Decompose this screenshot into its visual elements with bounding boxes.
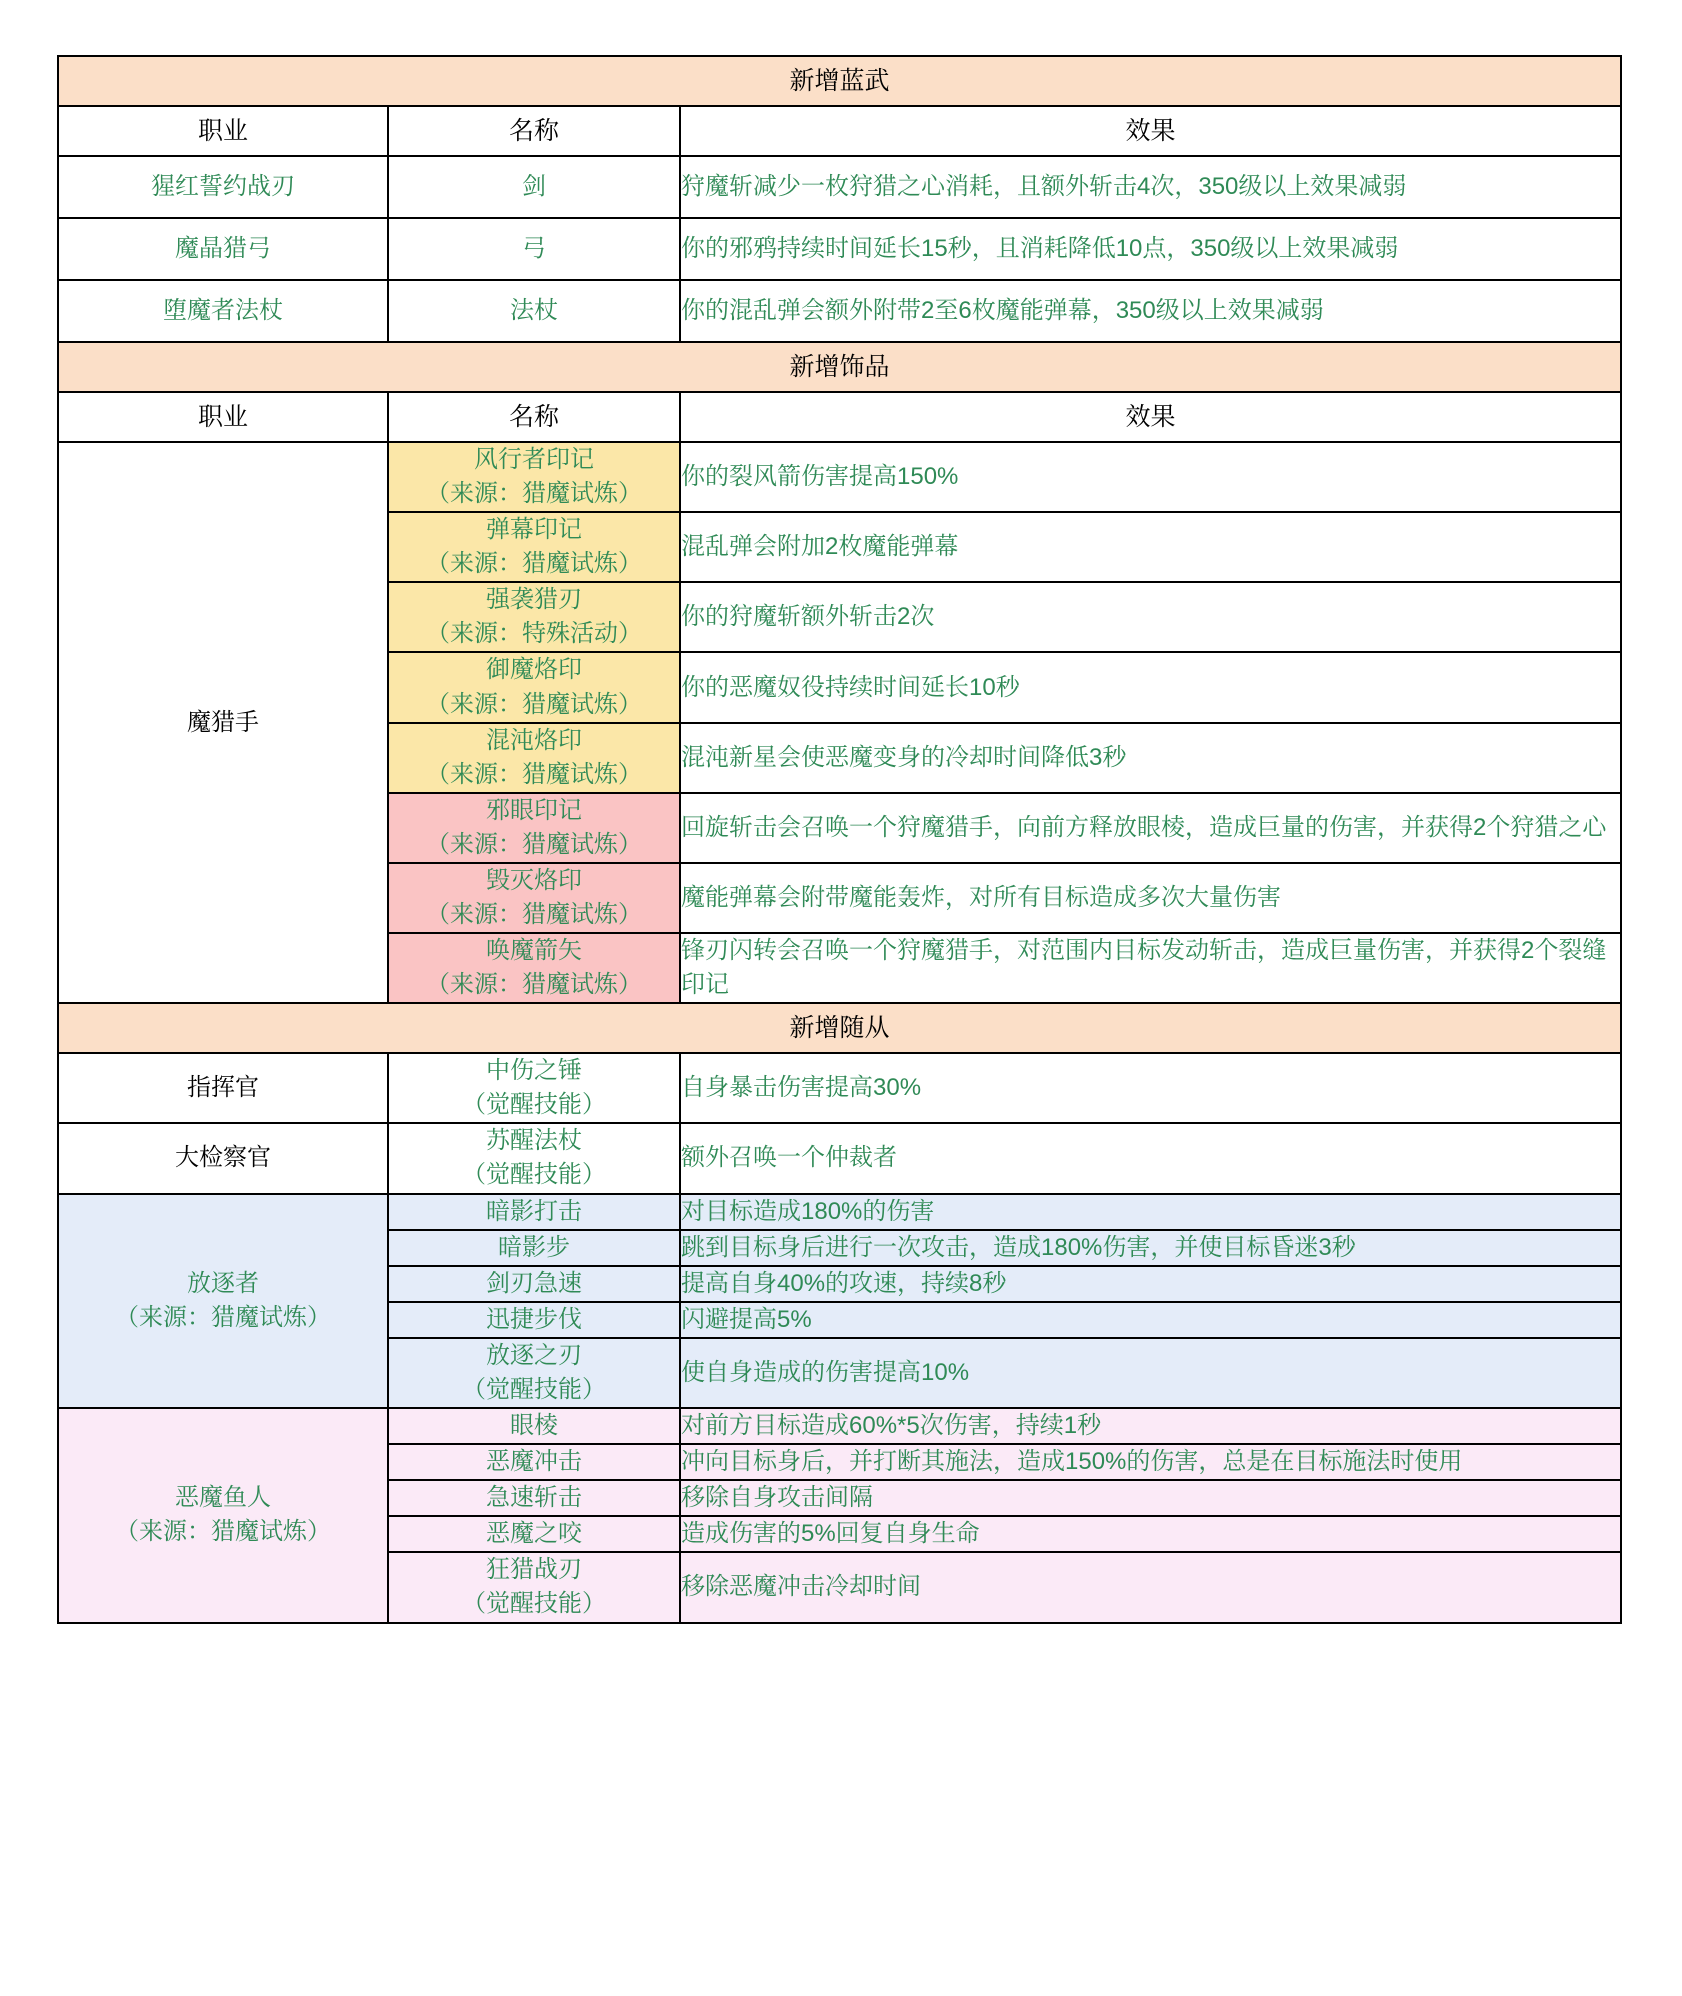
item-name-cell <box>388 582 680 652</box>
table-row <box>58 218 1621 280</box>
skill-name: 暗影打击 <box>388 1194 680 1230</box>
group-name: 恶魔鱼人 <box>175 1484 271 1512</box>
item-name: 御魔烙印 <box>486 656 582 684</box>
group-name: 放逐者 <box>187 1269 259 1297</box>
item-effect: 混乱弹会附加2枚魔能弹幕 <box>680 512 1621 582</box>
skill-name: 狂猎战刃 <box>486 1556 582 1584</box>
group-label-demon-hunter: 魔猎手 <box>58 442 388 1003</box>
skill-name: 放逐之刃 <box>486 1341 582 1369</box>
item-name: 强袭猎刃 <box>486 586 582 614</box>
skill-effect: 移除自身攻击间隔 <box>680 1480 1621 1516</box>
item-source: （来源：猎魔试炼） <box>426 690 642 718</box>
patch-notes-table <box>57 55 1622 1624</box>
item-effect: 你的混乱弹会额外附带2至6枚魔能弹幕，350级以上效果减弱 <box>680 280 1621 342</box>
skill-name: 苏醒法杖 <box>486 1127 582 1155</box>
skill-effect: 额外召唤一个仲裁者 <box>680 1123 1621 1193</box>
skill-name-cell <box>388 1552 680 1622</box>
skill-name: 眼棱 <box>388 1408 680 1444</box>
item-name: 混沌烙印 <box>486 726 582 754</box>
skill-name-cell <box>388 1123 680 1193</box>
item-name: 唤魔箭矢 <box>486 937 582 965</box>
skill-name: 中伤之锤 <box>486 1057 582 1085</box>
skill-name: 暗影步 <box>388 1230 680 1266</box>
skill-name: 迅捷步伐 <box>388 1302 680 1338</box>
skill-name: 急速斩击 <box>388 1480 680 1516</box>
item-source: （来源：猎魔试炼） <box>426 830 642 858</box>
item-effect: 你的邪鸦持续时间延长15秒，且消耗降低10点，350级以上效果减弱 <box>680 218 1621 280</box>
column-header-row <box>58 392 1621 442</box>
item-name: 剑 <box>388 156 680 218</box>
item-source: （来源：猎魔试炼） <box>426 550 642 578</box>
table-row <box>58 1408 1621 1444</box>
skill-effect: 闪避提高5% <box>680 1302 1621 1338</box>
skill-name: 恶魔冲击 <box>388 1444 680 1480</box>
column-header-row <box>58 106 1621 156</box>
skill-effect: 造成伤害的5%回复自身生命 <box>680 1516 1621 1552</box>
item-effect: 魔能弹幕会附带魔能轰炸，对所有目标造成多次大量伤害 <box>680 863 1621 933</box>
section-title-blue-weapons: 新增蓝武 <box>58 56 1621 106</box>
skill-effect: 跳到目标身后进行一次攻击，造成180%伤害，并使目标昏迷3秒 <box>680 1230 1621 1266</box>
item-effect: 你的裂风箭伤害提高150% <box>680 442 1621 512</box>
skill-name: 恶魔之咬 <box>388 1516 680 1552</box>
table-row <box>58 280 1621 342</box>
item-name: 邪眼印记 <box>486 796 582 824</box>
item-source: （来源：猎魔试炼） <box>426 901 642 929</box>
skill-type: （觉醒技能） <box>462 1375 606 1403</box>
item-name: 弓 <box>388 218 680 280</box>
item-name: 弹幕印记 <box>486 516 582 544</box>
skill-name-cell <box>388 1053 680 1123</box>
item-class: 魔晶猎弓 <box>58 218 388 280</box>
item-name-cell <box>388 863 680 933</box>
group-label-demon-murloc <box>58 1408 388 1622</box>
section-header-row <box>58 1003 1621 1053</box>
section-title-minions: 新增随从 <box>58 1003 1621 1053</box>
item-source: （来源：猎魔试炼） <box>426 480 642 508</box>
skill-effect: 自身暴击伤害提高30% <box>680 1053 1621 1123</box>
column-header-name: 名称 <box>388 106 680 156</box>
group-label-grand-inquisitor: 大检察官 <box>58 1123 388 1193</box>
item-name-cell <box>388 793 680 863</box>
group-label-exile <box>58 1194 388 1408</box>
table-row <box>58 1123 1621 1193</box>
skill-effect: 提高自身40%的攻速，持续8秒 <box>680 1266 1621 1302</box>
item-name-cell <box>388 652 680 722</box>
item-name: 法杖 <box>388 280 680 342</box>
column-header-class: 职业 <box>58 392 388 442</box>
column-header-effect: 效果 <box>680 106 1621 156</box>
item-effect: 回旋斩击会召唤一个狩魔猎手，向前方释放眼棱，造成巨量的伤害，并获得2个狩猎之心 <box>680 793 1621 863</box>
skill-effect: 冲向目标身后，并打断其施法，造成150%的伤害，总是在目标施法时使用 <box>680 1444 1621 1480</box>
section-title-accessories: 新增饰品 <box>58 342 1621 392</box>
column-header-name: 名称 <box>388 392 680 442</box>
skill-type: （觉醒技能） <box>462 1161 606 1189</box>
skill-name: 剑刃急速 <box>388 1266 680 1302</box>
column-header-class: 职业 <box>58 106 388 156</box>
item-name: 风行者印记 <box>474 446 594 473</box>
section-header-row <box>58 56 1621 106</box>
item-source: （来源：猎魔试炼） <box>426 971 642 999</box>
group-source: （来源：猎魔试炼） <box>115 1518 331 1546</box>
item-source: （来源：特殊活动） <box>426 620 642 648</box>
table-row <box>58 442 1621 512</box>
item-effect: 狩魔斩减少一枚狩猎之心消耗，且额外斩击4次，350级以上效果减弱 <box>680 156 1621 218</box>
item-source: （来源：猎魔试炼） <box>426 760 642 788</box>
item-name-cell <box>388 933 680 1003</box>
skill-effect: 使自身造成的伤害提高10% <box>680 1338 1621 1408</box>
column-header-effect: 效果 <box>680 392 1621 442</box>
item-class: 猩红誓约战刃 <box>58 156 388 218</box>
item-name-cell <box>388 723 680 793</box>
skill-effect: 对目标造成180%的伤害 <box>680 1194 1621 1230</box>
group-source: （来源：猎魔试炼） <box>115 1303 331 1331</box>
table-row <box>58 1194 1621 1230</box>
item-name: 毁灭烙印 <box>486 866 582 894</box>
section-header-row <box>58 342 1621 392</box>
item-name-cell <box>388 512 680 582</box>
skill-type: （觉醒技能） <box>462 1590 606 1618</box>
item-effect: 你的恶魔奴役持续时间延长10秒 <box>680 652 1621 722</box>
skill-type: （觉醒技能） <box>462 1091 606 1119</box>
table-row <box>58 1053 1621 1123</box>
item-effect: 混沌新星会使恶魔变身的冷却时间降低3秒 <box>680 723 1621 793</box>
skill-effect: 移除恶魔冲击冷却时间 <box>680 1552 1621 1622</box>
item-effect: 锋刃闪转会召唤一个狩魔猎手，对范围内目标发动斩击，造成巨量伤害，并获得2个裂缝印记 <box>680 933 1621 1003</box>
table-row <box>58 156 1621 218</box>
skill-name-cell <box>388 1338 680 1408</box>
skill-effect: 对前方目标造成60%*5次伤害，持续1秒 <box>680 1408 1621 1444</box>
item-effect: 你的狩魔斩额外斩击2次 <box>680 582 1621 652</box>
item-name-cell <box>388 442 680 512</box>
group-label-commander: 指挥官 <box>58 1053 388 1123</box>
item-class: 堕魔者法杖 <box>58 280 388 342</box>
